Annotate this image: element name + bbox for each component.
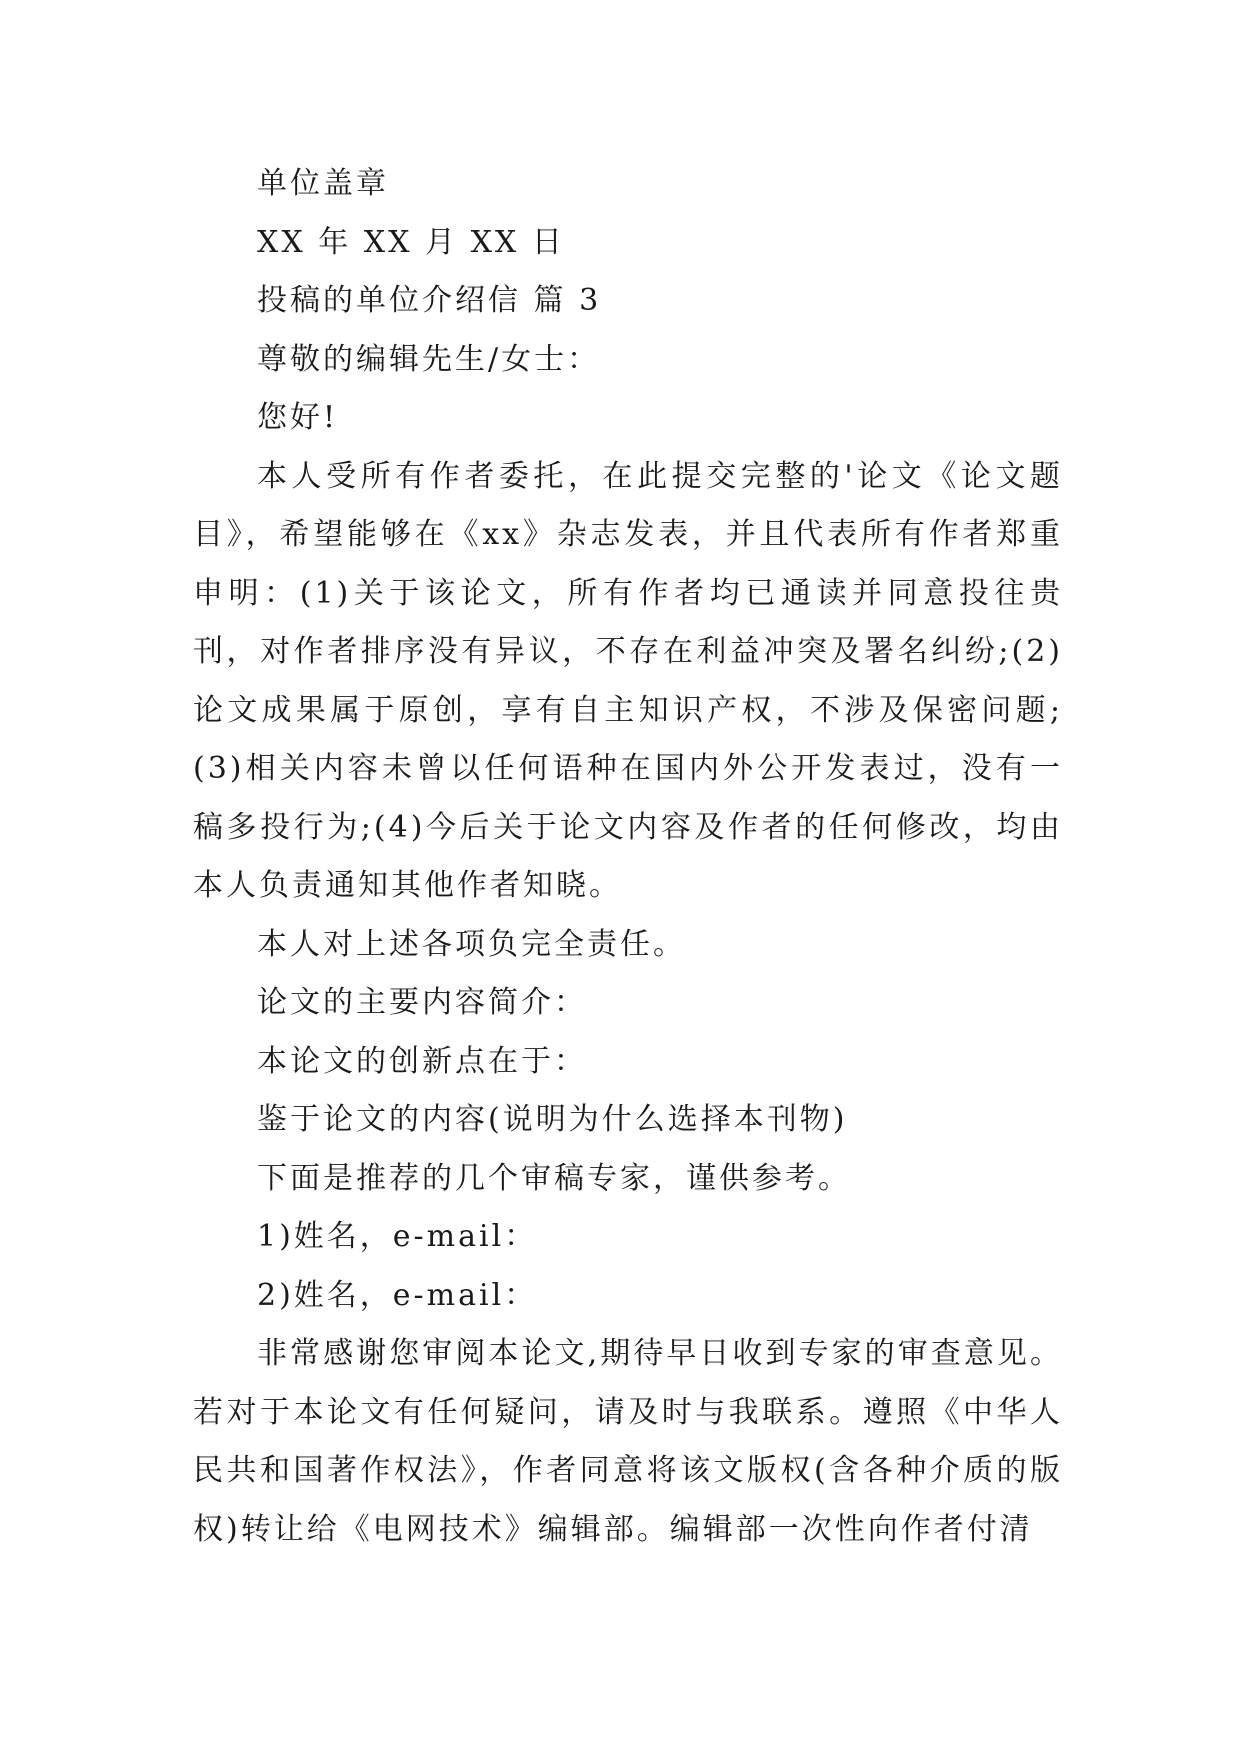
- responsibility-line: 本人对上述各项负完全责任。: [257, 926, 686, 962]
- reviewer-item: 1)姓名，e-mail：: [257, 1219, 538, 1254]
- section-heading: 投稿的单位介绍信 篇 3: [257, 283, 602, 318]
- declaration-paragraph: 本人受所有作者委托，在此提交完整的'论文《论文题目》，希望能够在《xx》杂志发表，并且代表所有作者郑重申明：(1)关于该论文，所有作者均已通读并同意投往贵刊，对作者排序没有异议，不存在利益冲突及署名纠纷;(2)论文成果属于原创，享有自主知识产权，不涉及保密问题;(3)相关内容未曾以任何语种在国内外公开发表过，没有一稿多投行为;(4)今后关于论文内容及作者的任何修改，均由本人负责通知其他作者知晓。: [193, 458, 1063, 903]
- greeting: 您好!: [257, 400, 339, 435]
- closing-paragraph: 非常感谢您审阅本论文,期待早日收到专家的审查意见。若对于本论文有任何疑问，请及时与我联系。遵照《中华人民共和国著作权法》，作者同意将该文版权(含各种介质的版权)转让给《电网技术》编辑部。编辑部一次性向作者付清: [193, 1336, 1063, 1547]
- stamp-line: 单位盖章: [257, 166, 389, 201]
- document-body: [193, 155, 1063, 1559]
- reviewers-intro: 下面是推荐的几个审稿专家，谨供参考。: [257, 1160, 851, 1196]
- reviewer-item: 2)姓名，e-mail：: [257, 1277, 538, 1313]
- salutation: 尊敬的编辑先生/女士：: [257, 341, 601, 377]
- innovation-line: 本论文的创新点在于：: [257, 1043, 587, 1079]
- summary-line: 论文的主要内容简介：: [257, 985, 587, 1020]
- journal-reason-line: 鉴于论文的内容(说明为什么选择本刊物): [257, 1102, 848, 1137]
- date-line: XX 年 XX 月 XX 日: [257, 224, 565, 260]
